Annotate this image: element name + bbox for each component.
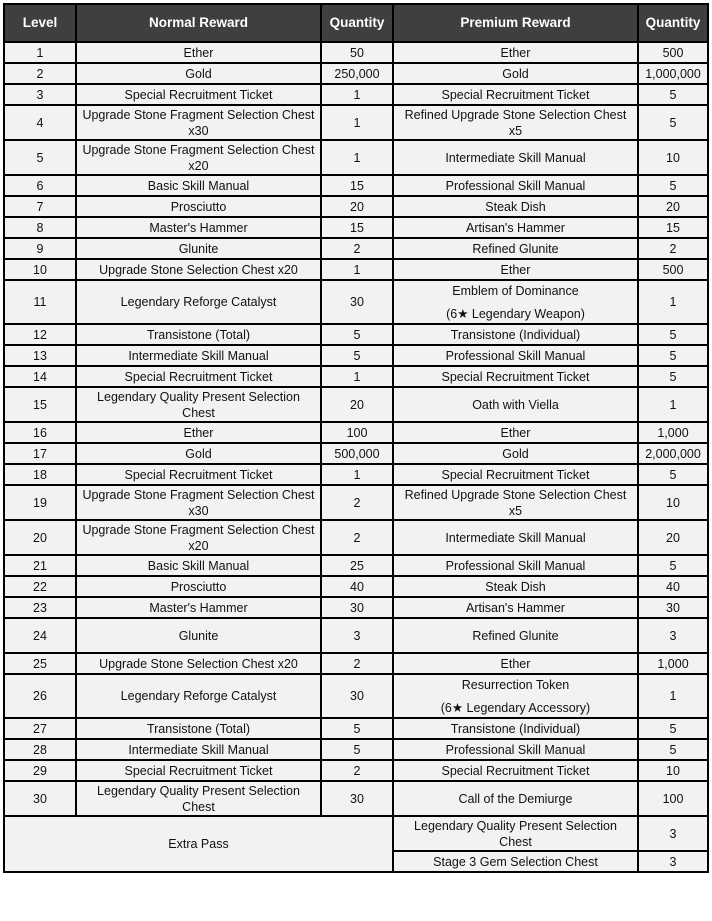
- header-normal-quantity: Quantity: [321, 4, 393, 42]
- normal-quantity-cell: 2: [321, 653, 393, 674]
- normal-quantity-cell: 1: [321, 140, 393, 175]
- premium-reward-cell: Refined Glunite: [393, 238, 638, 259]
- premium-quantity-cell: 10: [638, 760, 708, 781]
- normal-reward-cell: Upgrade Stone Fragment Selection Chest x20: [76, 140, 321, 175]
- table-row: [4, 443, 708, 464]
- normal-reward-cell: Ether: [76, 422, 321, 443]
- normal-reward-cell: Ether: [76, 42, 321, 63]
- level-cell: 26: [4, 674, 76, 718]
- level-cell: 29: [4, 760, 76, 781]
- premium-reward-cell: Ether: [393, 422, 638, 443]
- table-row: [4, 175, 708, 196]
- normal-reward-cell: Basic Skill Manual: [76, 555, 321, 576]
- table-row: [4, 42, 708, 63]
- normal-reward-cell: Master's Hammer: [76, 217, 321, 238]
- extra-pass-premium-quantity: 3: [638, 816, 708, 851]
- premium-reward-cell: Professional Skill Manual: [393, 345, 638, 366]
- premium-reward-cell: Refined Upgrade Stone Selection Chest x5: [393, 105, 638, 140]
- premium-quantity-cell: 1: [638, 280, 708, 324]
- premium-quantity-cell: 3: [638, 618, 708, 653]
- premium-reward-cell: Gold: [393, 443, 638, 464]
- header-premium-quantity: Quantity: [638, 4, 708, 42]
- table-row: [4, 324, 708, 345]
- premium-quantity-cell: 1,000: [638, 653, 708, 674]
- table-row: [4, 781, 708, 816]
- normal-quantity-cell: 15: [321, 175, 393, 196]
- normal-quantity-cell: 30: [321, 674, 393, 718]
- level-cell: 7: [4, 196, 76, 217]
- premium-quantity-cell: 5: [638, 718, 708, 739]
- premium-reward-cell: [393, 674, 638, 718]
- level-cell: 25: [4, 653, 76, 674]
- premium-reward-cell: Call of the Demiurge: [393, 781, 638, 816]
- normal-reward-cell: Special Recruitment Ticket: [76, 464, 321, 485]
- premium-reward-cell: Steak Dish: [393, 196, 638, 217]
- normal-quantity-cell: 5: [321, 324, 393, 345]
- table-row: [4, 597, 708, 618]
- premium-quantity-cell: 10: [638, 140, 708, 175]
- premium-reward-note: (6★ Legendary Accessory): [440, 700, 591, 715]
- normal-quantity-cell: 30: [321, 597, 393, 618]
- premium-quantity-cell: 20: [638, 196, 708, 217]
- level-cell: 3: [4, 84, 76, 105]
- premium-reward-cell: Professional Skill Manual: [393, 175, 638, 196]
- normal-reward-cell: Intermediate Skill Manual: [76, 345, 321, 366]
- level-cell: 2: [4, 63, 76, 84]
- table-row: [4, 217, 708, 238]
- level-cell: 22: [4, 576, 76, 597]
- normal-quantity-cell: 3: [321, 618, 393, 653]
- normal-quantity-cell: 1: [321, 259, 393, 280]
- extra-pass-section: [4, 816, 708, 872]
- level-cell: 23: [4, 597, 76, 618]
- table-row: [4, 238, 708, 259]
- level-cell: 27: [4, 718, 76, 739]
- premium-reward-cell: Ether: [393, 259, 638, 280]
- premium-quantity-cell: 2: [638, 238, 708, 259]
- table-row: [4, 576, 708, 597]
- header-row: [4, 4, 708, 42]
- extra-pass-row: [4, 816, 708, 851]
- normal-reward-cell: Legendary Quality Present Selection Chest: [76, 387, 321, 422]
- table-row: [4, 464, 708, 485]
- normal-reward-cell: Upgrade Stone Fragment Selection Chest x30: [76, 105, 321, 140]
- normal-reward-cell: Legendary Quality Present Selection Chest: [76, 781, 321, 816]
- table-row: [4, 653, 708, 674]
- premium-reward-cell: Transistone (Individual): [393, 718, 638, 739]
- premium-reward-cell: Intermediate Skill Manual: [393, 520, 638, 555]
- table-row: [4, 84, 708, 105]
- premium-quantity-cell: 40: [638, 576, 708, 597]
- header-normal-reward: Normal Reward: [76, 4, 321, 42]
- level-cell: 30: [4, 781, 76, 816]
- normal-quantity-cell: 40: [321, 576, 393, 597]
- normal-quantity-cell: 30: [321, 781, 393, 816]
- normal-reward-cell: Glunite: [76, 238, 321, 259]
- table-row: [4, 718, 708, 739]
- table-row: [4, 366, 708, 387]
- premium-quantity-cell: 500: [638, 259, 708, 280]
- premium-reward-cell: Special Recruitment Ticket: [393, 760, 638, 781]
- premium-reward-cell: Artisan's Hammer: [393, 217, 638, 238]
- normal-quantity-cell: 20: [321, 387, 393, 422]
- normal-reward-cell: Gold: [76, 63, 321, 84]
- level-cell: 11: [4, 280, 76, 324]
- level-cell: 9: [4, 238, 76, 259]
- normal-reward-cell: Transistone (Total): [76, 718, 321, 739]
- header-premium-reward: Premium Reward: [393, 4, 638, 42]
- table-row: [4, 63, 708, 84]
- premium-reward-cell: [393, 280, 638, 324]
- premium-quantity-cell: 100: [638, 781, 708, 816]
- normal-quantity-cell: 100: [321, 422, 393, 443]
- level-cell: 24: [4, 618, 76, 653]
- level-cell: 4: [4, 105, 76, 140]
- premium-reward-cell: Intermediate Skill Manual: [393, 140, 638, 175]
- premium-reward-cell: Refined Upgrade Stone Selection Chest x5: [393, 485, 638, 520]
- normal-reward-cell: Upgrade Stone Fragment Selection Chest x20: [76, 520, 321, 555]
- premium-quantity-cell: 5: [638, 84, 708, 105]
- level-cell: 21: [4, 555, 76, 576]
- normal-reward-cell: Legendary Reforge Catalyst: [76, 280, 321, 324]
- level-cell: 16: [4, 422, 76, 443]
- normal-reward-cell: Intermediate Skill Manual: [76, 739, 321, 760]
- normal-reward-cell: Upgrade Stone Fragment Selection Chest x30: [76, 485, 321, 520]
- premium-reward-note: (6★ Legendary Weapon): [446, 306, 585, 321]
- premium-quantity-cell: 1,000: [638, 422, 708, 443]
- premium-quantity-cell: 5: [638, 555, 708, 576]
- extra-pass-premium-reward: Legendary Quality Present Selection Chest: [393, 816, 638, 851]
- table-row: [4, 555, 708, 576]
- table-row: [4, 618, 708, 653]
- normal-reward-cell: Master's Hammer: [76, 597, 321, 618]
- normal-reward-cell: Legendary Reforge Catalyst: [76, 674, 321, 718]
- normal-quantity-cell: 5: [321, 718, 393, 739]
- header-level: Level: [4, 4, 76, 42]
- premium-reward-cell: Special Recruitment Ticket: [393, 84, 638, 105]
- premium-reward-cell: Steak Dish: [393, 576, 638, 597]
- level-cell: 1: [4, 42, 76, 63]
- table-row: [4, 485, 708, 520]
- premium-quantity-cell: 5: [638, 366, 708, 387]
- normal-quantity-cell: 1: [321, 105, 393, 140]
- normal-reward-cell: Upgrade Stone Selection Chest x20: [76, 259, 321, 280]
- premium-quantity-cell: 500: [638, 42, 708, 63]
- premium-quantity-cell: 5: [638, 324, 708, 345]
- level-cell: 20: [4, 520, 76, 555]
- level-cell: 18: [4, 464, 76, 485]
- premium-reward-cell: Professional Skill Manual: [393, 555, 638, 576]
- premium-quantity-cell: 2,000,000: [638, 443, 708, 464]
- table-row: [4, 760, 708, 781]
- normal-quantity-cell: 2: [321, 520, 393, 555]
- premium-reward-cell: Artisan's Hammer: [393, 597, 638, 618]
- normal-quantity-cell: 250,000: [321, 63, 393, 84]
- table-row: [4, 520, 708, 555]
- premium-quantity-cell: 1,000,000: [638, 63, 708, 84]
- table-row: [4, 280, 708, 324]
- normal-quantity-cell: 25: [321, 555, 393, 576]
- table-row: [4, 674, 708, 718]
- level-cell: 8: [4, 217, 76, 238]
- normal-quantity-cell: 500,000: [321, 443, 393, 464]
- normal-reward-cell: Upgrade Stone Selection Chest x20: [76, 653, 321, 674]
- table-row: [4, 105, 708, 140]
- table-row: [4, 422, 708, 443]
- premium-reward-cell: Oath with Viella: [393, 387, 638, 422]
- premium-reward-cell: Transistone (Individual): [393, 324, 638, 345]
- level-cell: 15: [4, 387, 76, 422]
- premium-reward-cell: Special Recruitment Ticket: [393, 464, 638, 485]
- table-row: [4, 345, 708, 366]
- table-row: [4, 140, 708, 175]
- normal-quantity-cell: 1: [321, 84, 393, 105]
- normal-quantity-cell: 30: [321, 280, 393, 324]
- normal-quantity-cell: 2: [321, 485, 393, 520]
- level-cell: 28: [4, 739, 76, 760]
- premium-quantity-cell: 1: [638, 387, 708, 422]
- normal-quantity-cell: 20: [321, 196, 393, 217]
- normal-quantity-cell: 5: [321, 739, 393, 760]
- extra-pass-premium-reward: Stage 3 Gem Selection Chest: [393, 851, 638, 872]
- premium-reward-name: Resurrection Token: [461, 677, 570, 692]
- premium-quantity-cell: 5: [638, 105, 708, 140]
- premium-quantity-cell: 10: [638, 485, 708, 520]
- premium-reward-cell: Ether: [393, 653, 638, 674]
- normal-reward-cell: Special Recruitment Ticket: [76, 84, 321, 105]
- premium-quantity-cell: 5: [638, 739, 708, 760]
- rewards-body: [4, 42, 708, 816]
- normal-quantity-cell: 1: [321, 366, 393, 387]
- premium-quantity-cell: 15: [638, 217, 708, 238]
- normal-quantity-cell: 2: [321, 760, 393, 781]
- level-cell: 17: [4, 443, 76, 464]
- normal-quantity-cell: 50: [321, 42, 393, 63]
- premium-reward-cell: Special Recruitment Ticket: [393, 366, 638, 387]
- table-row: [4, 259, 708, 280]
- premium-quantity-cell: 20: [638, 520, 708, 555]
- premium-quantity-cell: 5: [638, 175, 708, 196]
- normal-quantity-cell: 15: [321, 217, 393, 238]
- normal-reward-cell: Special Recruitment Ticket: [76, 760, 321, 781]
- level-cell: 5: [4, 140, 76, 175]
- premium-reward-cell: Ether: [393, 42, 638, 63]
- level-cell: 19: [4, 485, 76, 520]
- premium-reward-cell: Professional Skill Manual: [393, 739, 638, 760]
- normal-reward-cell: Transistone (Total): [76, 324, 321, 345]
- normal-reward-cell: Prosciutto: [76, 196, 321, 217]
- premium-reward-name: Emblem of Dominance: [452, 283, 579, 298]
- level-cell: 13: [4, 345, 76, 366]
- battle-pass-rewards-table: [3, 3, 709, 873]
- level-cell: 14: [4, 366, 76, 387]
- premium-quantity-cell: 1: [638, 674, 708, 718]
- premium-quantity-cell: 30: [638, 597, 708, 618]
- premium-reward-cell: Refined Glunite: [393, 618, 638, 653]
- level-cell: 10: [4, 259, 76, 280]
- normal-quantity-cell: 5: [321, 345, 393, 366]
- premium-quantity-cell: 5: [638, 464, 708, 485]
- normal-reward-cell: Glunite: [76, 618, 321, 653]
- normal-quantity-cell: 1: [321, 464, 393, 485]
- extra-pass-label: Extra Pass: [4, 816, 393, 872]
- normal-reward-cell: Gold: [76, 443, 321, 464]
- level-cell: 12: [4, 324, 76, 345]
- normal-quantity-cell: 2: [321, 238, 393, 259]
- normal-reward-cell: Basic Skill Manual: [76, 175, 321, 196]
- extra-pass-premium-quantity: 3: [638, 851, 708, 872]
- premium-reward-cell: Gold: [393, 63, 638, 84]
- table-row: [4, 387, 708, 422]
- level-cell: 6: [4, 175, 76, 196]
- normal-reward-cell: Prosciutto: [76, 576, 321, 597]
- normal-reward-cell: Special Recruitment Ticket: [76, 366, 321, 387]
- table-row: [4, 739, 708, 760]
- premium-quantity-cell: 5: [638, 345, 708, 366]
- table-row: [4, 196, 708, 217]
